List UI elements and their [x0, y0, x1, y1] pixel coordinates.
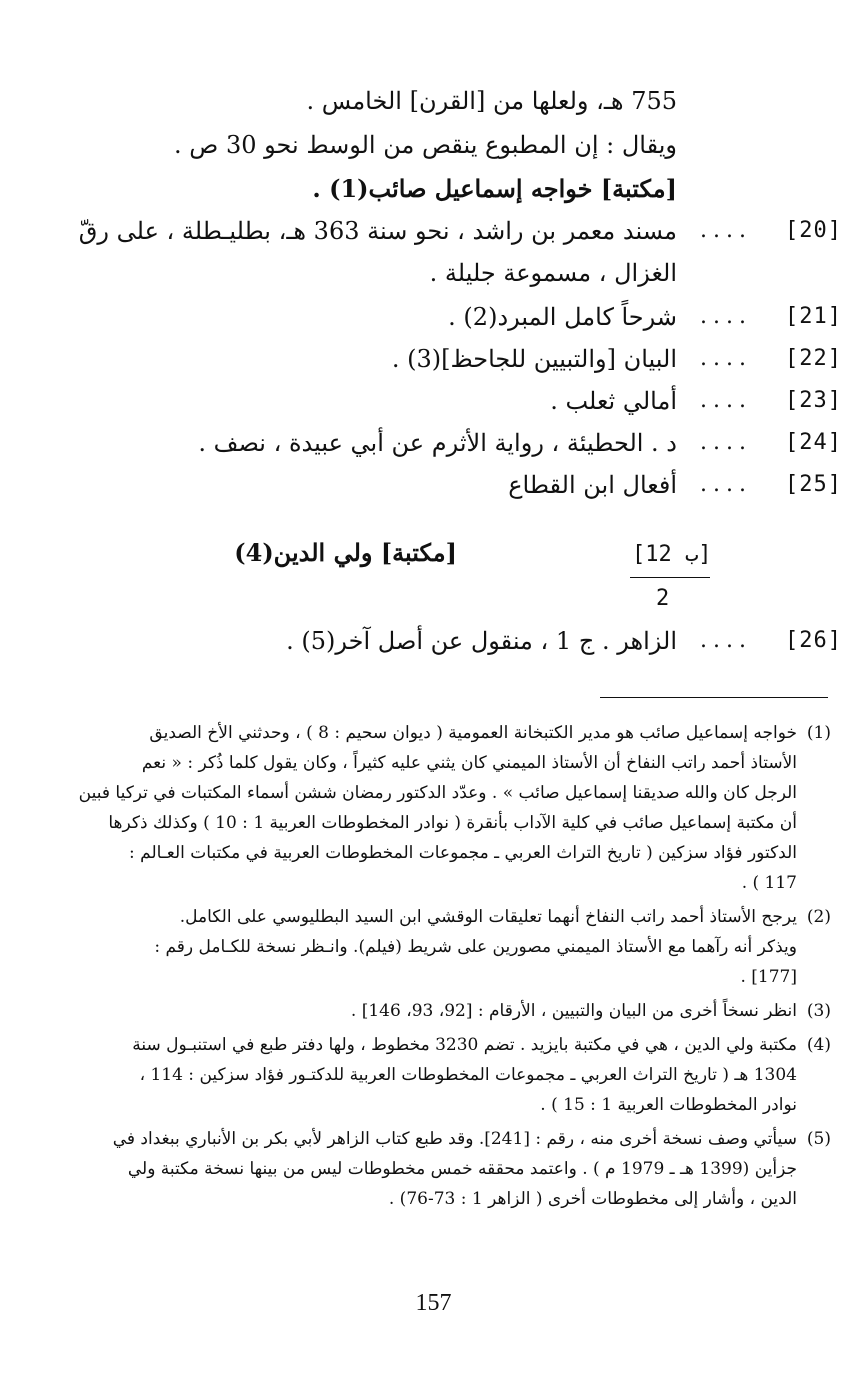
footnote-line: خواجه إسماعيل صائب هو مدير الكتبخانة العمومية ( ديوان سحيم : 8 ) ، وحدثني الأخ الصديق: [149, 723, 797, 743]
intro-line-1: 755 هـ، ولعلها من [القرن] الخامس .: [306, 87, 677, 115]
footnote-line: سيأتي وصف نسخة أخرى منه ، رقم : [241]. وقد طبع كتاب الزاهر لأبي بكر بن الأنباري ببغداد في: [112, 1129, 797, 1149]
footnote-divider: [600, 697, 828, 698]
folio-denominator: 2: [656, 586, 671, 611]
footnote-label: (1): [806, 723, 831, 743]
footnote-label: (2): [806, 907, 831, 927]
page-number: 157: [415, 1290, 452, 1316]
footnote-line: انظر نسخاً أخرى من البيان والتبيين ، الأرقام : [92، 93، 146] .: [350, 1001, 797, 1021]
footnote: [36, 718, 831, 898]
entry-number: [24]: [785, 430, 842, 455]
entry-text: شرحاً كامل المبرد(2) .: [448, 303, 677, 331]
footnote-line: 117 ) .: [741, 873, 797, 893]
entry-number: [22]: [785, 346, 842, 371]
footnote-label: (5): [806, 1129, 831, 1149]
entry-number: [26]: [785, 628, 842, 653]
entry-text: د . الحطيئة ، رواية الأثرم عن أبي عبيدة ، نصف .: [198, 429, 677, 457]
footnote-line: 1304 هـ ( تاريخ التراث العربي ـ مجموعات المخطوطات العربية للدكتـور فؤاد سزكين : 114 ،: [139, 1065, 797, 1085]
footnote-line: يرجح الأستاذ أحمد راتب النفاخ أنهما تعليقات الوقشي ابن السيد البطليوسي على الكامل.: [179, 907, 797, 927]
footnote-line: الدين ، وأشار إلى مخطوطات أخرى ( الزاهر 1 : 73-76) .: [388, 1189, 797, 1209]
entry-text: أفعال ابن القطاع: [508, 471, 677, 499]
footnote-label: (4): [806, 1035, 831, 1055]
entry-text: الزاهر . ج 1 ، منقول عن أصل آخر(5) .: [286, 627, 677, 655]
footnotes: [36, 718, 831, 1214]
footnote-label: (3): [806, 1001, 831, 1021]
footnote-line: مكتبة ولي الدين ، هي في مكتبة بايزيد . تضم 3230 مخطوط ، ولها دفتر طبع في استنبـول سنة: [132, 1035, 797, 1055]
footnote: [36, 902, 831, 992]
folio-label: [12 ب]: [632, 542, 712, 567]
footnote: [36, 1124, 831, 1214]
entry-dots: ....: [700, 346, 752, 371]
entry-dots: ....: [700, 218, 752, 243]
footnote-line: أن مكتبة إسماعيل صائب في كلية الآداب بأنقرة ( نوادر المخطوطات العربية 1 : 10 ) وكذلك ذكرها: [108, 813, 797, 833]
footnote-line: جزأين (1399 هـ ـ 1979 م ) . واعتمد محققه خمس مخطوطات ليس من بينها نسخة مكتبة ولي: [127, 1159, 797, 1179]
entry-dots: ....: [700, 472, 752, 497]
entry-dots: ....: [700, 430, 752, 455]
fraction-rule: [630, 577, 710, 578]
entry-dots: ....: [700, 388, 752, 413]
footnote-line: الدكتور فؤاد سزكين ( تاريخ التراث العربي ـ مجموعات المخطوطات العربية في مكتبات العـالم :: [129, 843, 797, 863]
entry-number: [23]: [785, 388, 842, 413]
footnote-line: [177] .: [740, 967, 797, 987]
entry-number: [25]: [785, 472, 842, 497]
entry-text: أمالي ثعلب .: [550, 387, 677, 415]
footnote: [36, 996, 831, 1026]
footnote-line: الأستاذ أحمد راتب النفاخ أن الأستاذ الميمني كان يثني عليه كثيراً ، وكان يقول كلما ذُكر : « نعم: [141, 753, 797, 773]
entry-text: البيان [والتبيين للجاحظ](3) .: [391, 345, 677, 373]
entry-number: [21]: [785, 304, 842, 329]
intro-line-2: ويقال : إن المطبوع ينقص من الوسط نحو 30 ص .: [174, 131, 677, 159]
footnote-line: نوادر المخطوطات العربية 1 : 15 ) .: [540, 1095, 797, 1115]
entry-number: [20]: [785, 218, 842, 243]
section-heading: [مكتبة] ولي الدين(4): [234, 538, 457, 567]
entry-dots: ....: [700, 628, 752, 653]
entry-text-continued: الغزال ، مسموعة جليلة .: [429, 259, 677, 287]
footnote-line: الرجل كان والله صديقنا إسماعيل صائب » . وعدّد الدكتور رمضان ششن أسماء المكتبات في تركيا فبين: [78, 783, 797, 803]
entry-text: مسند معمر بن راشد ، نحو سنة 363 هـ، بطليـطلة ، على رقّ: [78, 217, 677, 245]
intro-line-3: [مكتبة] خواجه إسماعيل صائب(1) .: [312, 174, 677, 203]
footnote-line: ويذكر أنه رآهما مع الأستاذ الميمني مصورين على شريط (فيلم). وانـظر نسخة للكـامل رقم :: [154, 937, 797, 957]
footnote: [36, 1030, 831, 1120]
entry-dots: ....: [700, 304, 752, 329]
